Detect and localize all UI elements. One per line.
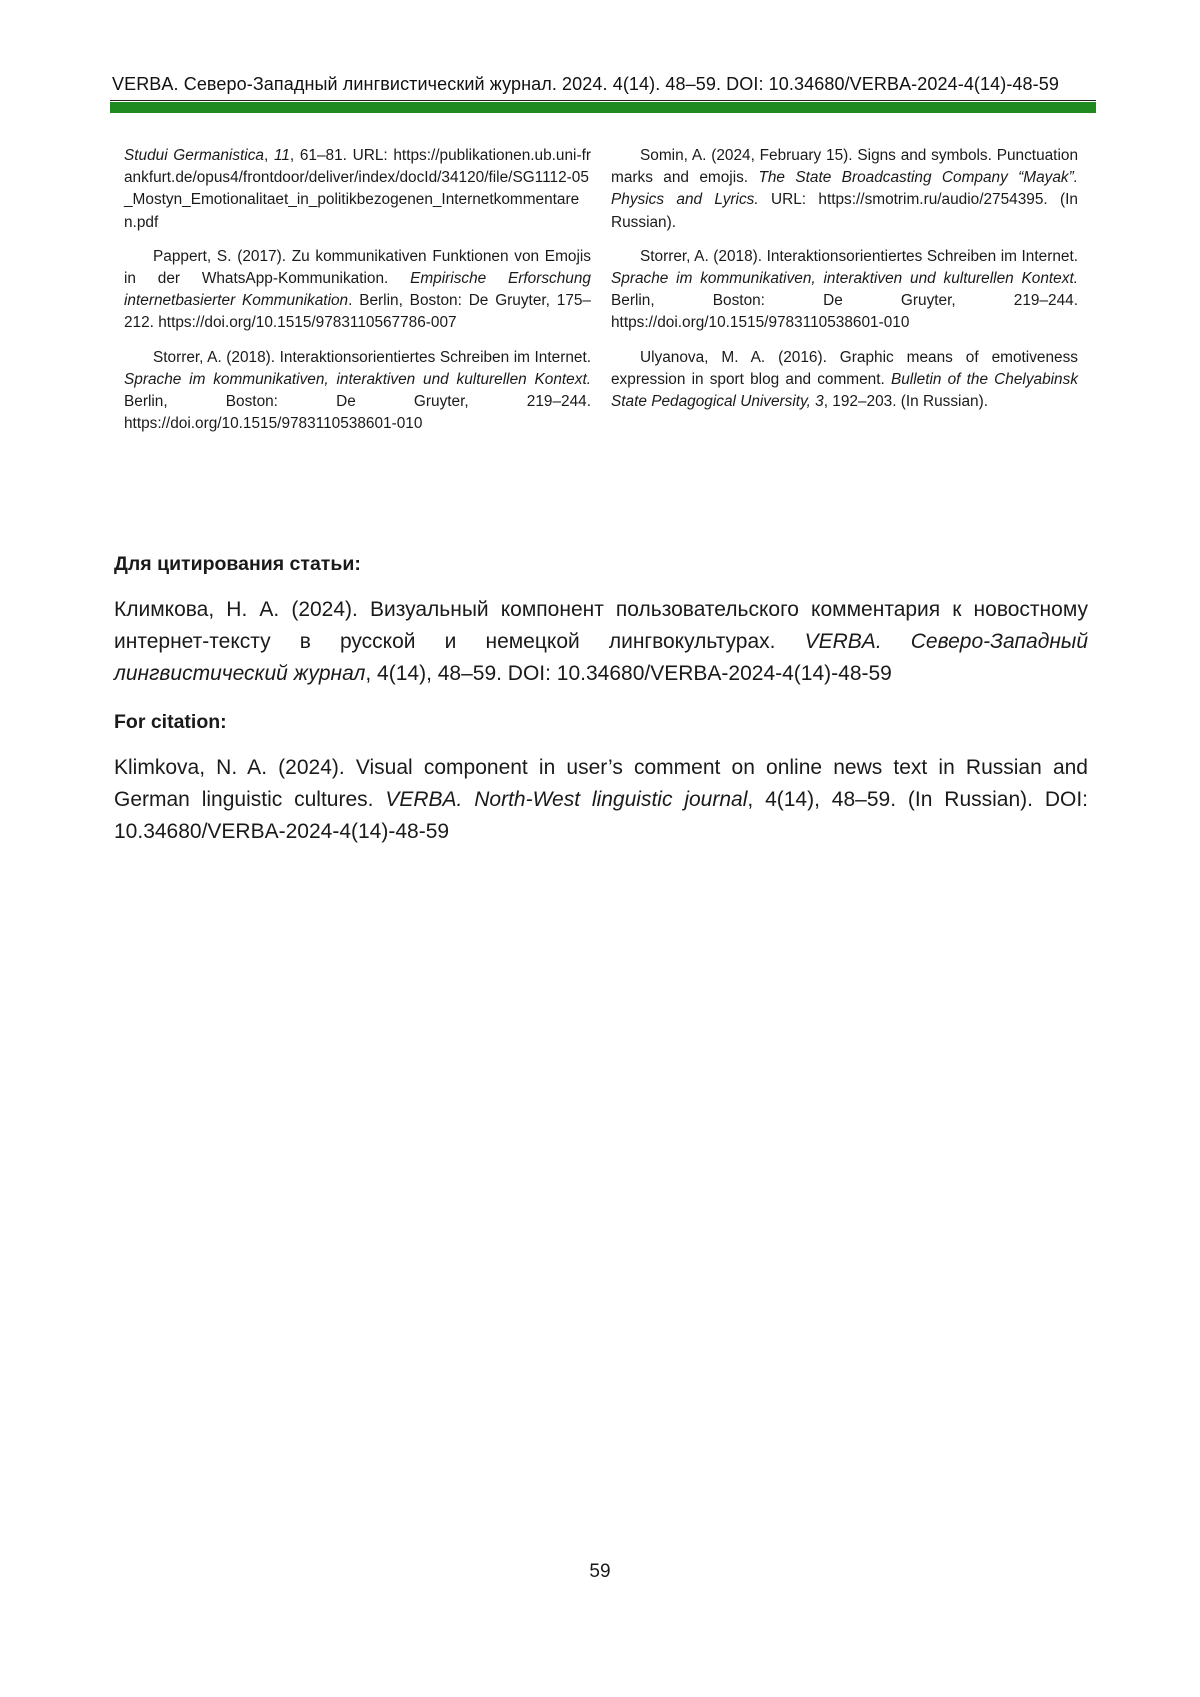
ref-text: ,: [263, 147, 274, 164]
ref-text: Storrer, A. (2018). Interaktionsorientiertes Schreiben im Internet.: [153, 348, 591, 366]
header-rule: [110, 100, 1096, 101]
references-left-column: [124, 145, 591, 447]
book-title: Sprache im kommunikativen, interaktiven und kulturellen Kontext.: [124, 370, 591, 388]
ref-text: Ulyanova, M. A. (2016). Graphic means of emotiveness expression in sport blog and comment.: [611, 348, 1078, 388]
ref-url[interactable]: URL: https://smotrim.ru/audio/2754395. (In Russian).: [611, 191, 1078, 231]
citation-doi[interactable]: , 4(14), 48–59. DOI: 10.34680/VERBA-2024-4(14)-48-59: [365, 662, 892, 685]
reference-entry: [611, 145, 1078, 234]
citation-journal: VERBA. Северо-Западный лингвистический журнал: [114, 630, 1089, 685]
source-title: The State Broadcasting Company “Mayak”. Physics and Lyrics.: [611, 169, 1078, 209]
ref-doi[interactable]: Berlin, Boston: De Gruyter, 219–244. https://doi.org/10.1515/9783110538601-010: [611, 292, 1078, 332]
reference-entry: [124, 347, 591, 436]
citation-authors-title: Klimkova, N. A. (2024). Visual component in user’s comment on online news text in Russian and German linguistic cultures.: [114, 756, 1088, 811]
ref-text: Pappert, S. (2017). Zu kommunikativen Funktionen von Emojis in der WhatsApp-Kommunikation.: [124, 247, 591, 288]
reference-entry: [124, 145, 591, 234]
citation-journal: VERBA. North-West linguistic journal: [385, 788, 748, 811]
ref-text: Storrer, A. (2018). Interaktionsorientiertes Schreiben im Internet.: [640, 247, 1078, 265]
journal-title: Studui Germanistica: [124, 147, 264, 164]
reference-entry: [124, 246, 591, 335]
citation-authors-title: Климкова, Н. А. (2024). Визуальный компонент пользовательского комментария к новостному интернет-тексту в русской и немецкой лингвокультурах.: [114, 598, 1088, 653]
citation-heading-ru: Для цитирования статьи:: [114, 553, 361, 575]
references-right-column: [611, 145, 1078, 425]
ref-text: Somin, A. (2024, February 15). Signs and symbols. Punctuation marks and emojis.: [611, 147, 1078, 187]
header-green-bar: [110, 102, 1096, 113]
ref-doi[interactable]: Berlin, Boston: De Gruyter, 219–244. https://doi.org/10.1515/9783110538601-010: [124, 393, 591, 433]
ref-url[interactable]: , 61–81. URL: https://publikationen.ub.uni-frankfurt.de/opus4/frontdoor/deliver/index/docId/34120/file/SG1112-05_Mostyn_Emotionalitaet_in_politikbezogenen_Internetkommentaren.pdf: [124, 147, 591, 231]
journal-title: Bulletin of the Chelyabinsk State Pedagogical University, 3: [611, 370, 1079, 411]
book-title: Sprache im kommunikativen, interaktiven und kulturellen Kontext.: [611, 270, 1078, 288]
page-number: 59: [589, 1561, 611, 1582]
volume: 11: [273, 147, 290, 164]
running-header: VERBA. Северо-Западный лингвистический журнал. 2024. 4(14). 48–59. DOI: 10.34680/VERBA-2024-4(14)-48-59: [112, 74, 1059, 94]
ref-text: , 192–203. (In Russian).: [823, 393, 988, 411]
citation-heading-en: For citation:: [114, 711, 227, 733]
citation-text-ru: [114, 594, 1088, 690]
reference-entry: [611, 246, 1078, 335]
citation-text-en: [114, 752, 1088, 848]
citation-doi[interactable]: , 4(14), 48–59. (In Russian). DOI: 10.34680/VERBA-2024-4(14)-48-59: [114, 788, 1089, 843]
book-title: Empirische Erforschung internetbasierter Kommunikation: [124, 270, 591, 310]
reference-entry: [611, 347, 1078, 414]
ref-doi[interactable]: . Berlin, Boston: De Gruyter, 175–212. https://doi.org/10.1515/9783110567786-007: [124, 292, 591, 332]
